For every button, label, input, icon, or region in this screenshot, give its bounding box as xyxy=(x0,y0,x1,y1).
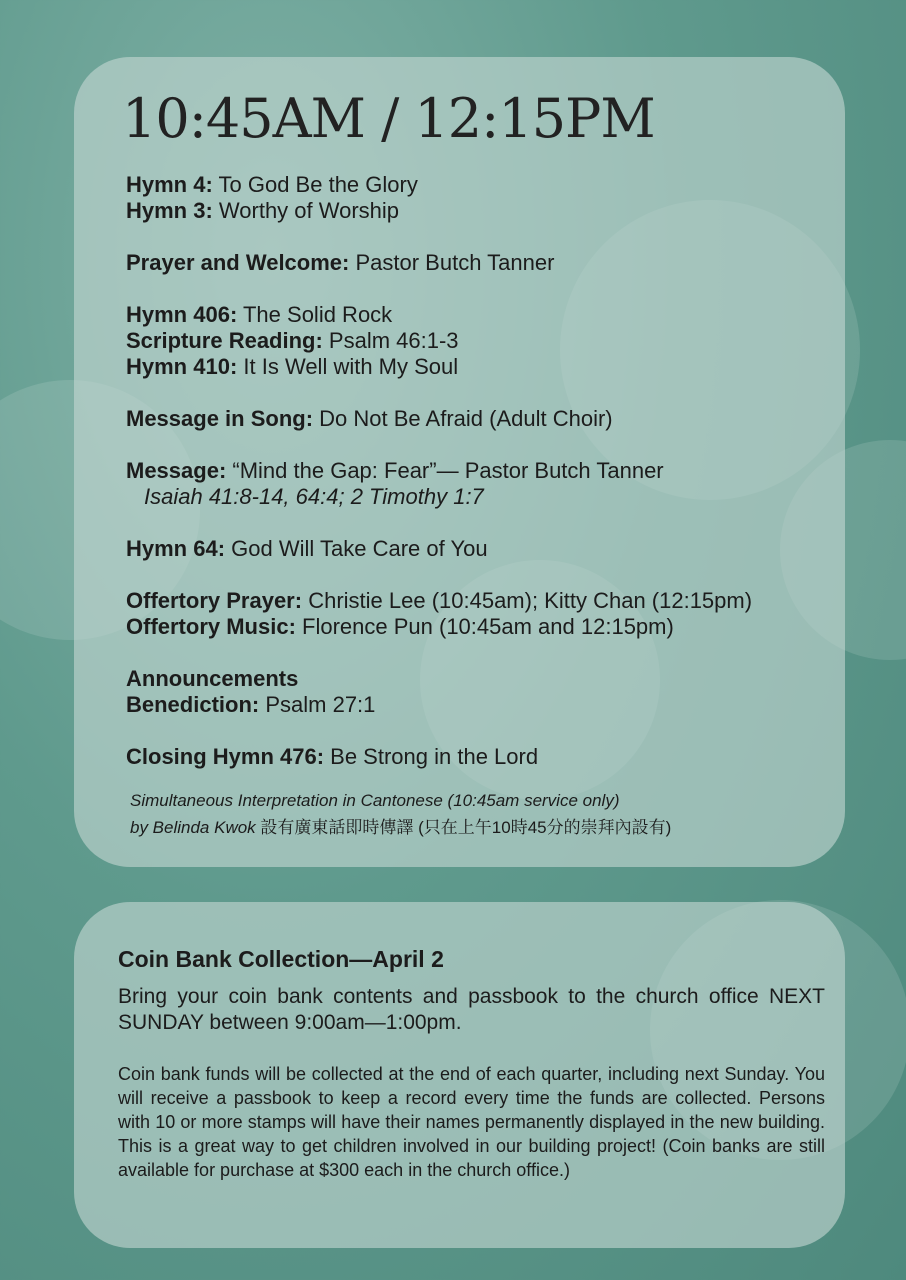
service-time-heading: 10:45AM / 12:15PM xyxy=(122,87,655,150)
service-item: Scripture Reading: Psalm 46:1-3 xyxy=(126,328,459,353)
service-item: Closing Hymn 476: Be Strong in the Lord xyxy=(126,744,539,769)
interpretation-note: Simultaneous Interpretation in Cantonese (10:45am service only) by Belinda Kwok 設有廣東話即時傳譯 (只在上午10時45分的崇拜內設有) xyxy=(130,791,672,837)
coin-bank-card xyxy=(74,902,845,1248)
service-item: Hymn 4: To God Be the Glory xyxy=(126,172,418,197)
coin-bank-title: Coin Bank Collection—April 2 xyxy=(118,946,444,972)
service-item: Offertory Music: Florence Pun (10:45am and 12:15pm) xyxy=(126,614,674,639)
order-of-service xyxy=(126,172,826,770)
service-item: Message in Song: Do Not Be Afraid (Adult Choir) xyxy=(126,406,613,431)
service-item: Hymn 410: It Is Well with My Soul xyxy=(126,354,459,379)
coin-bank-lead: Bring your coin bank contents and passbook to the church office NEXT SUNDAY between 9:00am—1:00pm. xyxy=(118,985,825,1034)
scripture-reference: Isaiah 41:8-14, 64:4; 2 Timothy 1:7 xyxy=(144,484,484,509)
service-item: Hymn 406: The Solid Rock xyxy=(126,302,393,327)
service-item: Benediction: Psalm 27:1 xyxy=(126,692,376,717)
service-item: Message: “Mind the Gap: Fear”— Pastor Butch Tanner xyxy=(126,458,664,483)
service-item: Hymn 3: Worthy of Worship xyxy=(126,198,400,223)
order-of-service-card xyxy=(74,57,845,867)
service-item: Announcements xyxy=(126,666,299,691)
service-item: Prayer and Welcome: Pastor Butch Tanner xyxy=(126,250,555,275)
service-item: Offertory Prayer: Christie Lee (10:45am); Kitty Chan (12:15pm) xyxy=(126,588,753,613)
coin-bank-body: Coin bank funds will be collected at the end of each quarter, including next Sunday. You will receive a passbook to keep a record every time the funds are collected. Persons with 10 or more stamps will have their names permanently displayed in the new building. This is a great way to get children involved in our building project! (Coin banks are still available for purchase at $300 each in the church office.) xyxy=(118,1064,825,1180)
service-item: Hymn 64: God Will Take Care of You xyxy=(126,536,488,561)
